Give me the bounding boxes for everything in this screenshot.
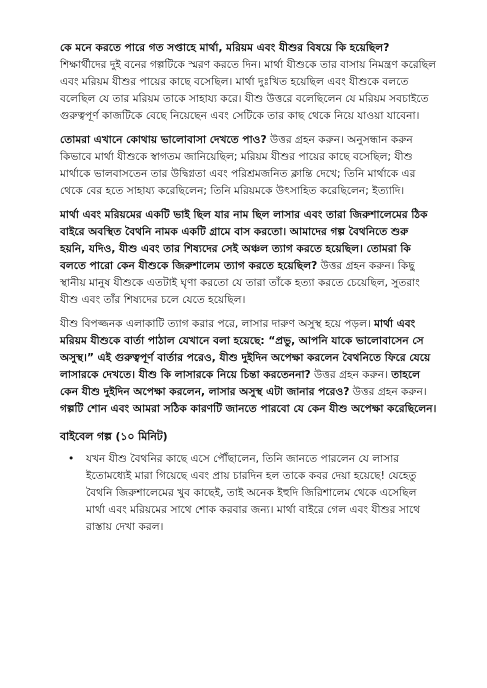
paragraph-answer-prompt: উত্তর গ্রহন করুন।: [310, 369, 392, 381]
paragraph-bold-question: তোমরা এখানে কোথায় ভালোবাসা দেখতে পাও?: [60, 134, 267, 146]
paragraph-bold-listen: গল্পটি শোন এবং আমরা সঠিক কারণটি জানতে পারবো যে কেন যীশু অপেক্ষা করেছিলেন।: [60, 403, 437, 415]
list-item: [60, 451, 437, 536]
bullet-icon: •: [68, 453, 75, 465]
paragraph-body: উত্তর গ্রহন করুন। অনুসন্ধান করুন কিভাবে মার্থা যীশুকে স্বাগতম জানিয়েছিল; মরিয়ম যীশুর পায়ের কাছে বসেছিল; যীশু মার্থাকে ভালবাসতেন তার উদ্বিগ্নতা এবং পরিশ্রমজনিত ক্লান্তি দেখে; তিনি মার্থাকে এর থেকে বের হতে সাহায্য করেছিলেন; তিনি মরিয়মকে উৎসাহিত করেছিলেন; ইত্যাদি।: [60, 134, 416, 197]
bible-story-list: [60, 451, 437, 536]
paragraph-where-love: [60, 132, 437, 200]
paragraph-body: শিক্ষার্থীদের দুই বনের গল্পটিকে স্মরণ করতে দিন। মার্থা যীশুকে তার বাসায় নিমন্ত্রণ করেছিল এবং মরিয়ম যীশুর পায়ের কাছে বসেছিল। মার্থা দুঃখিত হয়েছিল এবং যীশুকে বলতে বলেছিল যে তার মরিয়ম তাকে সাহায্য করে। যীশু উত্তরে বলেছিলেন যে মরিয়ম সবচাইতে গুরুত্বপূর্ণ কাজটিকে বেছে নিয়েছেন এবং সেটিকে তার কাছ থেকে নিয়ে যাওয়া যাবেনা।: [60, 59, 437, 122]
paragraph-bold-text: মার্থা এবং মরিয়মের একটি ভাই ছিল যার নাম ছিল লাসার এবং তারা জিরুশালেমের ঠিক বাইরে অবস্থিত বৈথনি নামক একটি গ্রামে বাস করতো। আমাদের গল্প বৈথনিতে শুরু হয়নি, যদিও, যীশু এবং তার শিষ্যদের সেই অঞ্চল ত্যাগ করতে হয়েছিল। তোমরা কি বলতে পারো কেন যীশুকে জিরুশালেম ত্যাগ করতে হয়েছিল?: [60, 209, 428, 272]
paragraph-bold-question: তাহলে কেন যীশু দুইদিন অপেক্ষা করলেন, লাসার অসুস্থ এটা জানার পরেও?: [60, 369, 421, 398]
list-item-text: যখন যীশু বৈথনির কাছে এসে পৌঁছালেন, তিনি জানতে পারলেন যে লাসার ইতোমধ্যেই মারা গিয়েছে এবং প্রায় চারদিন হল তাকে কবর দেয়া হয়েছে! যেহেতু বৈথনি জিরুশালেমের খুব কাছেই, তাই অনেক ইহুদি জিরিশালেম থেকে এসেছিল মার্থা এবং মরিয়মের সাথে শোক করবার জন্য। মার্থা বাইরে গেল এবং যীশুর সাথে রাস্তায় দেখা করল।: [86, 453, 421, 533]
paragraph-bold-question: কে মনে করতে পারে গত সপ্তাহে মার্থা, মরিয়ম এবং যীশুর বিষয়ে কি হয়েছিল?: [60, 42, 390, 54]
section-heading-bible-story: বাইবেল গল্প (১০ মিনিট): [60, 430, 168, 443]
paragraph-bold-message: মার্থা এবং মরিয়ম যীশুকে বার্তা পাঠাল যেখানে বলা হয়েছে: “প্রভু, আপনি যাকে ভালোবাসেন সে অসুস্থ।” এই গুরুত্বপূর্ণ বার্তার পরেও, যীশু দুইদিন অপেক্ষা করলেন বৈথনিতে ফিরে যেয়ে লাসারকে দেখতে। যীশু কি লাসারকে নিয়ে চিন্তা করতেননা?: [60, 318, 431, 381]
paragraph-lazarus-intro: [60, 207, 437, 309]
paragraph-lazarus-sick: [60, 316, 437, 418]
paragraph-intro: যীশু বিপজ্জনক এলাকাটি ত্যাগ করার পরে, লাসার দারুণ অসুস্থ হয়ে পড়ল।: [60, 318, 375, 330]
paragraph-answer-prompt: উত্তর গ্রহন করুন।: [349, 386, 427, 398]
paragraph-recall-martha-mary: [60, 40, 437, 125]
paragraph-body: উত্তর গ্রহন করুন। কিছু স্থানীয় মানুষ যীশুকে এতটাই ঘৃণা করতো যে তারা তাঁকে হত্যা করতে চেয়েছিল, সুতরাং যীশু এবং তাঁর শিষ্যদের চলে যেতে হয়েছিল।: [60, 260, 420, 306]
